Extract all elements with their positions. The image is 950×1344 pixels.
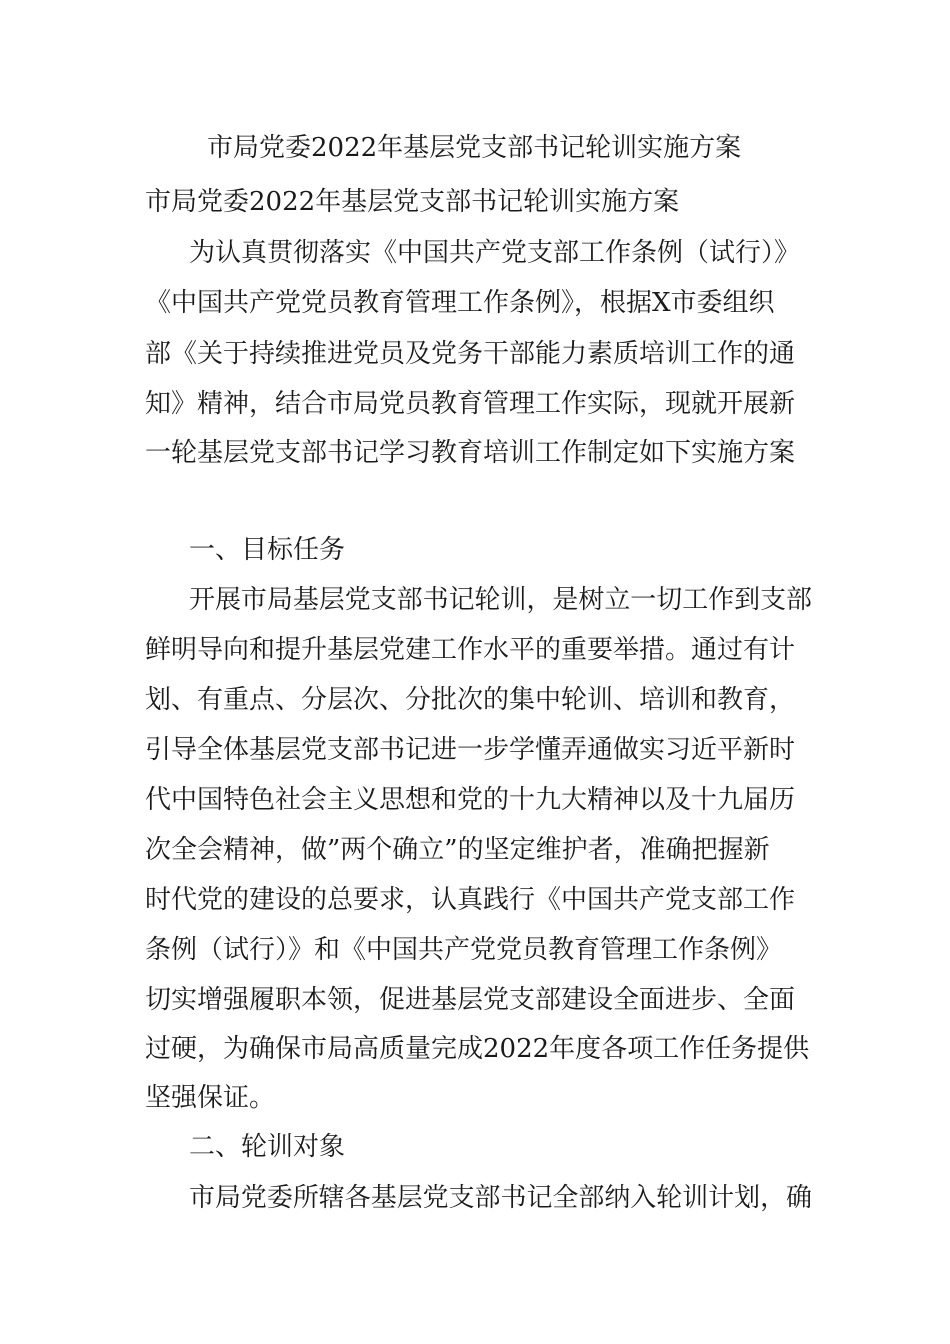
section1-line: 次全会精神，做”两个确立”的坚定维护者，准确把握新 [145,835,770,865]
section1-line: 切实增强履职本领，促进基层党支部建设全面进步、全面 [145,985,796,1015]
section1-line: 坚强保证。 [145,1083,276,1113]
intro-line: 部《关于持续推进党员及党务干部能力素质培训工作的通 [145,339,796,369]
section1-line: 过硬，为确保市局高质量完成2022年度各项工作任务提供 [145,1034,810,1064]
section1-line: 开展市局基层党支部书记轮训，是树立一切工作到支部 [189,585,813,615]
section1-line: 引导全体基层党支部书记进一步学懂弄通做实习近平新时 [145,735,796,765]
intro-line: 一轮基层党支部书记学习教育培训工作制定如下实施方案 [145,438,796,468]
section2-line: 市局党委所辖各基层党支部书记全部纳入轮训计划，确 [189,1183,813,1213]
section-heading-goals: 一、目标任务 [189,535,346,565]
document-subtitle: 市局党委2022年基层党支部书记轮训实施方案 [145,187,680,217]
intro-line: 《中国共产党党员教育管理工作条例》，根据X市委组织 [145,288,775,318]
intro-line: 为认真贯彻落实《中国共产党支部工作条例（试行）》 [189,238,801,268]
section1-line: 划、有重点、分层次、分批次的集中轮训、培训和教育， [145,685,796,715]
section1-line: 条例（试行）》和《中国共产党党员教育管理工作条例》 [145,935,783,965]
document-title: 市局党委2022年基层党支部书记轮训实施方案 [207,133,742,163]
section1-line: 代中国特色社会主义思想和党的十九大精神以及十九届历 [145,785,796,815]
section-heading-targets: 二、轮训对象 [189,1132,346,1162]
intro-line: 知》精神，结合市局党员教育管理工作实际，现就开展新 [145,389,796,419]
section1-line: 鲜明导向和提升基层党建工作水平的重要举措。通过有计 [145,635,796,665]
section1-line: 时代党的建设的总要求，认真践行《中国共产党支部工作 [145,885,796,915]
